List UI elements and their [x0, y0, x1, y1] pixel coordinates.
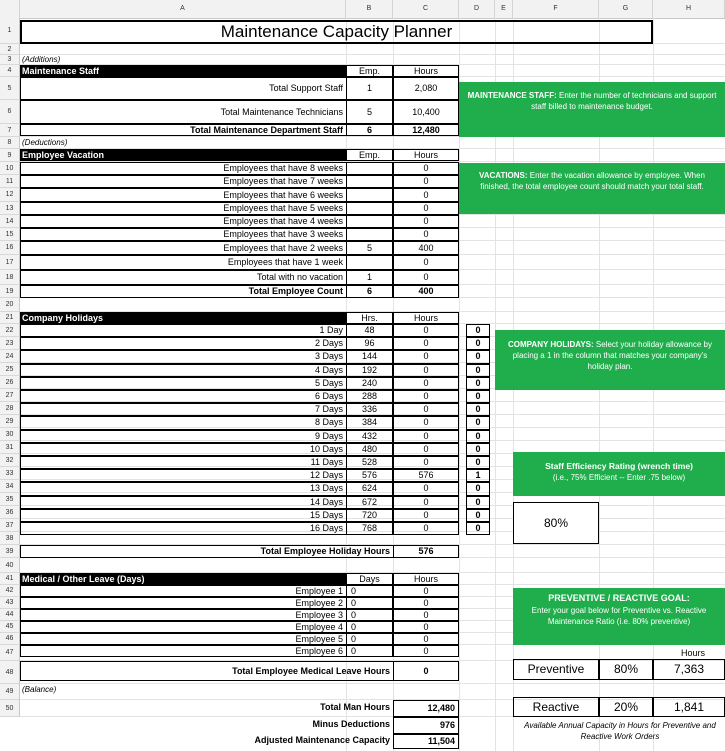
row-header[interactable]: 24 — [0, 350, 20, 363]
page-title[interactable]: Maintenance Capacity Planner — [20, 20, 653, 44]
medical-row-days-input[interactable]: 0 — [346, 597, 393, 609]
row-header[interactable]: 2 — [0, 44, 20, 55]
vacation-total-label: Total Employee Count — [20, 285, 346, 298]
holiday-row-label: 5 Days — [20, 377, 346, 390]
vacation-row-label: Employees that have 5 weeks — [20, 202, 346, 215]
row-header[interactable]: 47 — [0, 645, 20, 661]
column-header-f[interactable]: F — [513, 0, 599, 18]
holiday-select-input[interactable]: 0 — [466, 337, 490, 350]
row-header[interactable]: 29 — [0, 415, 20, 428]
holidays-total-label: Total Employee Holiday Hours — [20, 545, 393, 558]
row-header[interactable]: 18 — [0, 270, 20, 285]
holiday-select-input[interactable]: 0 — [466, 522, 490, 535]
row-header[interactable]: 33 — [0, 467, 20, 480]
row-header[interactable]: 26 — [0, 376, 20, 389]
balance-label: (Balance) — [22, 685, 57, 694]
row-header[interactable]: 6 — [0, 100, 20, 124]
holiday-row-label: 13 Days — [20, 482, 346, 495]
support-staff-label: Total Support Staff — [20, 77, 346, 100]
reactive-hours: 1,841 — [653, 697, 725, 717]
row-header[interactable]: 3 — [0, 55, 20, 65]
medical-total-label: Total Employee Medical Leave Hours — [20, 661, 393, 681]
holiday-row-hrs: 192 — [346, 364, 393, 377]
holiday-row-hours: 0 — [393, 522, 459, 535]
holiday-row-hours: 0 — [393, 364, 459, 377]
corner-cell[interactable] — [0, 0, 20, 18]
vacation-row-hours: 0 — [393, 162, 459, 175]
row-header[interactable]: 50 — [0, 700, 20, 717]
row-header[interactable]: 48 — [0, 661, 20, 684]
medical-row-label: Employee 4 — [20, 621, 346, 633]
holiday-row-label: 11 Days — [20, 456, 346, 469]
holiday-row-hours: 0 — [393, 509, 459, 522]
holiday-row-hours: 0 — [393, 416, 459, 429]
additions-label: (Additions) — [22, 55, 61, 64]
row-header[interactable]: 12 — [0, 188, 20, 202]
row-header[interactable]: 35 — [0, 493, 20, 506]
holiday-select-input[interactable]: 0 — [466, 403, 490, 416]
vacation-row-label: Employees that have 8 weeks — [20, 162, 346, 175]
holiday-row-hours: 0 — [393, 390, 459, 403]
row-header[interactable]: 4 — [0, 65, 20, 77]
row-header[interactable]: 38 — [0, 532, 20, 545]
holidays-note-text: Select your holiday allowance by placing a 1 in the column that matches your company's holiday plan. — [512, 340, 712, 371]
holiday-row-hrs: 480 — [346, 443, 393, 456]
adjusted-capacity-label: Adjusted Maintenance Capacity — [254, 735, 390, 745]
vacation-row-label: Employees that have 7 weeks — [20, 175, 346, 188]
column-header-c[interactable]: C — [393, 0, 459, 18]
row-header[interactable]: 37 — [0, 519, 20, 532]
medical-days-header: Days — [346, 573, 393, 585]
man-hours-label: Total Man Hours — [320, 702, 390, 712]
holiday-row-hours: 0 — [393, 324, 459, 337]
adjusted-capacity-value: 11,504 — [393, 734, 459, 749]
staff-note-text: Enter the number of technicians and support staff billed to maintenance budget. — [531, 91, 717, 111]
medical-hours-header: Hours — [393, 573, 459, 585]
vacation-row-emp-input[interactable] — [346, 215, 393, 228]
medical-row-days-input[interactable]: 0 — [346, 585, 393, 597]
row-header[interactable]: 21 — [0, 312, 20, 324]
holiday-row-label: 16 Days — [20, 522, 346, 535]
deductions-total-value: 976 — [393, 717, 459, 734]
medical-row-hours: 0 — [393, 609, 459, 621]
vacation-note-text: Enter the vacation allowance by employee. When finished, the total employee count should match your total staff. — [480, 171, 706, 191]
holiday-select-input[interactable]: 0 — [466, 456, 490, 469]
vacation-row-hours: 0 — [393, 202, 459, 215]
holidays-section-header: Company Holidays — [20, 312, 346, 324]
vacation-row-label: Employees that have 6 weeks — [20, 188, 346, 202]
holiday-row-hrs: 384 — [346, 416, 393, 429]
support-staff-hours: 2,080 — [393, 77, 459, 100]
row-header[interactable]: 49 — [0, 684, 20, 700]
goal-hours-header: Hours — [680, 648, 705, 658]
technicians-label: Total Maintenance Technicians — [20, 100, 346, 124]
holiday-select-input[interactable]: 0 — [466, 416, 490, 429]
capacity-footnote: Available Annual Capacity in Hours for Preventive and Reactive Work Orders — [524, 721, 716, 741]
medical-row-label: Employee 2 — [20, 597, 346, 609]
holiday-select-input[interactable]: 0 — [466, 364, 490, 377]
holiday-row-hrs: 48 — [346, 324, 393, 337]
medical-total-hours: 0 — [393, 661, 459, 681]
row-header[interactable]: 31 — [0, 441, 20, 454]
column-header-h[interactable]: H — [653, 0, 725, 18]
efficiency-note-text: (i.e., 75% Efficient -- Enter .75 below) — [552, 473, 686, 482]
holiday-row-label: 15 Days — [20, 509, 346, 522]
vacation-row-hours: 0 — [393, 175, 459, 188]
vacation-row-label: Employees that have 1 week — [20, 255, 346, 270]
vacation-note-title: VACATIONS: — [478, 171, 528, 180]
holiday-select-input[interactable]: 0 — [466, 430, 490, 443]
medical-row-hours: 0 — [393, 585, 459, 597]
medical-row-days-input[interactable]: 0 — [346, 621, 393, 633]
row-header[interactable]: 1 — [0, 18, 20, 44]
total-staff-label: Total Maintenance Department Staff — [20, 124, 346, 136]
medical-row-days-input[interactable]: 0 — [346, 609, 393, 621]
holiday-row-label: 10 Days — [20, 443, 346, 456]
holiday-row-hrs: 768 — [346, 522, 393, 535]
column-header-row — [0, 0, 725, 19]
vacation-note — [459, 163, 725, 214]
holidays-hrs-header: Hrs. — [346, 312, 393, 324]
holiday-row-hours: 0 — [393, 456, 459, 469]
holiday-select-input[interactable]: 0 — [466, 324, 490, 337]
vacation-row-emp-input[interactable] — [346, 255, 393, 270]
medical-section-header: Medical / Other Leave (Days) — [20, 573, 346, 585]
holiday-row-hours: 0 — [393, 430, 459, 443]
goal-note-title: PREVENTIVE / REACTIVE GOAL: — [548, 593, 690, 603]
vacation-row-emp-input[interactable] — [346, 228, 393, 241]
reactive-percent-input[interactable]: 20% — [599, 697, 653, 717]
vacation-row-emp-input[interactable] — [346, 162, 393, 175]
staff-note — [459, 82, 725, 137]
holiday-select-input[interactable]: 0 — [466, 443, 490, 456]
row-header[interactable]: 42 — [0, 585, 20, 597]
vacation-row-label: Employees that have 3 weeks — [20, 228, 346, 241]
vacation-row-hours: 0 — [393, 255, 459, 270]
vacation-hours-header: Hours — [393, 149, 459, 161]
row-header[interactable]: 7 — [0, 124, 20, 137]
row-header[interactable]: 20 — [0, 298, 20, 312]
medical-row-hours: 0 — [393, 633, 459, 645]
column-header-e[interactable]: E — [495, 0, 513, 18]
medical-row-days-input[interactable]: 0 — [346, 633, 393, 645]
technicians-emp-input[interactable]: 5 — [346, 100, 393, 124]
holiday-row-label: 9 Days — [20, 430, 346, 443]
medical-row-label: Employee 5 — [20, 633, 346, 645]
vacation-total-hours: 400 — [393, 285, 459, 298]
vacation-row-emp-input[interactable] — [346, 175, 393, 188]
medical-row-hours: 0 — [393, 621, 459, 633]
row-header[interactable]: 14 — [0, 215, 20, 228]
preventive-hours: 7,363 — [653, 659, 725, 680]
holiday-row-hours: 0 — [393, 377, 459, 390]
holiday-row-hrs: 144 — [346, 350, 393, 363]
holiday-row-hours: 576 — [393, 469, 459, 482]
holidays-note-title: COMPANY HOLIDAYS: — [508, 340, 594, 349]
medical-row-hours: 0 — [393, 645, 459, 657]
holiday-select-input[interactable]: 0 — [466, 350, 490, 363]
medical-row-hours: 0 — [393, 597, 459, 609]
holiday-row-hrs: 96 — [346, 337, 393, 350]
row-header[interactable]: 15 — [0, 228, 20, 241]
row-header[interactable]: 10 — [0, 162, 20, 175]
row-header[interactable]: 30 — [0, 428, 20, 441]
holiday-row-hrs: 624 — [346, 482, 393, 495]
goal-note-text: Enter your goal below for Preventive vs. Reactive Maintenance Ratio (i.e. 80% preventive) — [531, 606, 707, 626]
vacation-row-emp-input[interactable]: 5 — [346, 241, 393, 255]
row-header[interactable]: 43 — [0, 597, 20, 609]
row-header[interactable]: 25 — [0, 363, 20, 376]
vacation-row-label: Total with no vacation — [20, 270, 346, 285]
row-header[interactable]: 27 — [0, 389, 20, 402]
staff-hours-header: Hours — [393, 65, 459, 77]
holiday-row-label: 12 Days — [20, 469, 346, 482]
row-header[interactable]: 8 — [0, 137, 20, 149]
holiday-row-hrs: 432 — [346, 430, 393, 443]
row-header[interactable]: 36 — [0, 506, 20, 519]
medical-row-label: Employee 1 — [20, 585, 346, 597]
row-header[interactable]: 19 — [0, 285, 20, 298]
medical-row-label: Employee 6 — [20, 645, 346, 657]
column-header-a[interactable]: A — [20, 0, 346, 18]
row-header[interactable]: 28 — [0, 402, 20, 415]
efficiency-input[interactable] — [513, 502, 599, 544]
row-header[interactable]: 16 — [0, 241, 20, 255]
holiday-row-hours: 0 — [393, 337, 459, 350]
row-header[interactable]: 46 — [0, 633, 20, 645]
holiday-select-input[interactable]: 0 — [466, 496, 490, 509]
staff-section-header: Maintenance Staff — [20, 65, 346, 77]
preventive-label: Preventive — [513, 659, 599, 680]
vacation-row-emp-input[interactable] — [346, 188, 393, 202]
deductions-total-label: Minus Deductions — [312, 719, 390, 729]
row-header[interactable]: 34 — [0, 480, 20, 493]
row-header[interactable]: 13 — [0, 202, 20, 215]
row-header[interactable]: 41 — [0, 573, 20, 585]
row-header[interactable]: 9 — [0, 149, 20, 162]
efficiency-note — [513, 452, 725, 496]
column-header-g[interactable]: G — [599, 0, 653, 18]
holidays-note — [495, 330, 725, 390]
holiday-select-input[interactable]: 0 — [466, 377, 490, 390]
efficiency-note-title: Staff Efficiency Rating (wrench time) — [545, 461, 693, 471]
technicians-hours: 10,400 — [393, 100, 459, 124]
holidays-total-hours: 576 — [393, 545, 459, 558]
vacation-row-hours: 400 — [393, 241, 459, 255]
row-header[interactable]: 11 — [0, 175, 20, 188]
medical-row-label: Employee 3 — [20, 609, 346, 621]
vacation-section-header: Employee Vacation — [20, 149, 346, 161]
column-header-b[interactable]: B — [346, 0, 393, 18]
holiday-row-label: 3 Days — [20, 350, 346, 363]
total-staff-hours: 12,480 — [393, 124, 459, 136]
vacation-row-emp-input[interactable]: 1 — [346, 270, 393, 285]
holiday-row-label: 14 Days — [20, 496, 346, 509]
row-header[interactable]: 44 — [0, 609, 20, 621]
holiday-row-hrs: 576 — [346, 469, 393, 482]
vacation-row-hours: 0 — [393, 215, 459, 228]
row-header[interactable]: 40 — [0, 558, 20, 573]
holiday-row-label: 6 Days — [20, 390, 346, 403]
holiday-select-input[interactable]: 0 — [466, 509, 490, 522]
support-staff-emp-input[interactable]: 1 — [346, 77, 393, 100]
vacation-row-label: Employees that have 4 weeks — [20, 215, 346, 228]
holiday-row-label: 4 Days — [20, 364, 346, 377]
holiday-row-label: 7 Days — [20, 403, 346, 416]
vacation-row-hours: 0 — [393, 270, 459, 285]
man-hours-value: 12,480 — [393, 700, 459, 717]
row-header[interactable]: 22 — [0, 324, 20, 337]
holiday-select-input[interactable]: 0 — [466, 482, 490, 495]
staff-emp-header: Emp. — [346, 65, 393, 77]
holiday-row-hrs: 336 — [346, 403, 393, 416]
holiday-row-hrs: 288 — [346, 390, 393, 403]
row-header[interactable]: 39 — [0, 545, 20, 558]
vacation-emp-header: Emp. — [346, 149, 393, 161]
holiday-row-hours: 0 — [393, 350, 459, 363]
holiday-row-label: 8 Days — [20, 416, 346, 429]
holidays-hours-header: Hours — [393, 312, 459, 324]
holiday-row-label: 1 Day — [20, 324, 346, 337]
vacation-row-label: Employees that have 2 weeks — [20, 241, 346, 255]
holiday-row-hrs: 672 — [346, 496, 393, 509]
reactive-label: Reactive — [513, 697, 599, 717]
vacation-row-hours: 0 — [393, 228, 459, 241]
preventive-percent-input[interactable]: 80% — [599, 659, 653, 680]
holiday-select-input[interactable]: 1 — [466, 469, 490, 482]
row-header[interactable]: 5 — [0, 77, 20, 100]
holiday-row-hours: 0 — [393, 403, 459, 416]
staff-note-title: MAINTENANCE STAFF: — [467, 91, 557, 100]
goal-note — [513, 588, 725, 645]
holiday-row-hours: 0 — [393, 496, 459, 509]
holiday-row-hrs: 528 — [346, 456, 393, 469]
holiday-row-hours: 0 — [393, 482, 459, 495]
column-header-d[interactable]: D — [459, 0, 495, 18]
vacation-total-emp: 6 — [346, 285, 393, 298]
row-header[interactable]: 23 — [0, 337, 20, 350]
efficiency-value: 80% — [543, 516, 569, 530]
vacation-row-hours: 0 — [393, 188, 459, 202]
vacation-row-emp-input[interactable] — [346, 202, 393, 215]
total-staff-emp: 6 — [346, 124, 393, 136]
row-header[interactable]: 32 — [0, 454, 20, 467]
holiday-row-hrs: 240 — [346, 377, 393, 390]
row-header[interactable]: 45 — [0, 621, 20, 633]
holiday-row-hours: 0 — [393, 443, 459, 456]
deductions-label: (Deductions) — [22, 138, 68, 147]
medical-row-days-input[interactable]: 0 — [346, 645, 393, 657]
holiday-select-input[interactable]: 0 — [466, 390, 490, 403]
row-header[interactable]: 17 — [0, 255, 20, 270]
holiday-row-hrs: 720 — [346, 509, 393, 522]
holiday-row-label: 2 Days — [20, 337, 346, 350]
